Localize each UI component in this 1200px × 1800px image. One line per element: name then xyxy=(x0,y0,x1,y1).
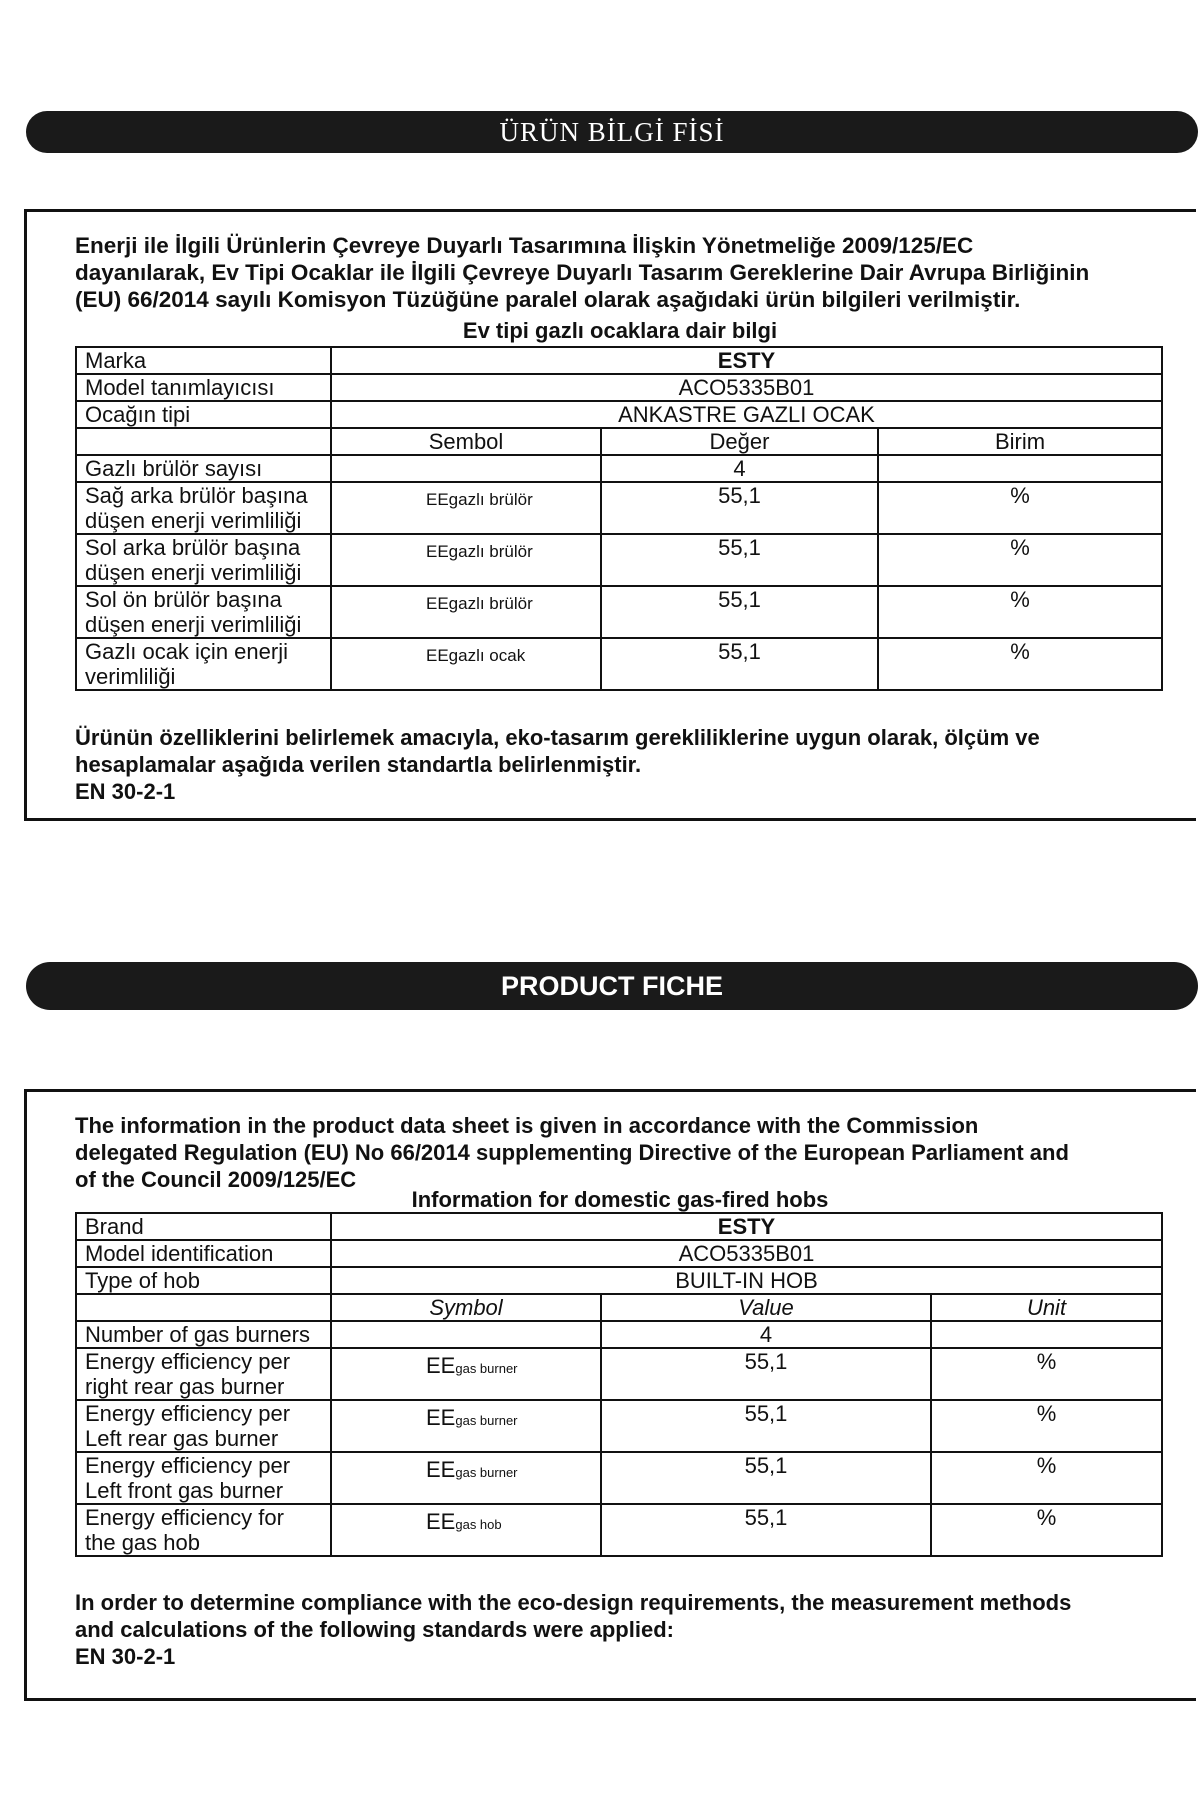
english-intro-line: delegated Regulation (EU) No 66/2014 supplementing Directive of the European Parliament and xyxy=(75,1140,1069,1165)
symbol-main: EE xyxy=(426,1405,456,1430)
standard-code: EN 30-2-1 xyxy=(75,779,176,804)
label-line: Energy efficiency for xyxy=(85,1505,284,1530)
row-label xyxy=(76,638,331,690)
row-value: 55,1 xyxy=(601,1452,931,1504)
row-symbol xyxy=(331,1348,601,1400)
english-info-box xyxy=(24,1089,1196,1701)
unit-header: Birim xyxy=(878,428,1162,455)
symbol-main: EE xyxy=(426,1457,456,1482)
row-unit: % xyxy=(931,1504,1162,1556)
type-label: Ocağın tipi xyxy=(76,401,331,428)
row-value: 55,1 xyxy=(601,1348,931,1400)
table-row xyxy=(76,1213,1162,1240)
row-symbol: EEgazlı brülör xyxy=(331,482,601,534)
row-value: 55,1 xyxy=(601,638,878,690)
english-table-caption: Information for domestic gas-fired hobs xyxy=(411,1187,829,1212)
turkish-footer xyxy=(75,724,1166,805)
symbol-main: EE xyxy=(426,1353,456,1378)
table-row xyxy=(76,374,1162,401)
row-symbol: EEgazlı brülör xyxy=(331,586,601,638)
model-label: Model identification xyxy=(76,1240,331,1267)
row-label xyxy=(76,1504,331,1556)
turkish-intro-line: (EU) 66/2014 sayılı Komisyon Tüzüğüne paralel olarak aşağıdaki ürün bilgileri verilmiştir. xyxy=(75,287,1021,312)
brand-label: Marka xyxy=(76,347,331,374)
label-line: Left front gas burner xyxy=(85,1478,284,1503)
label-line: Left rear gas burner xyxy=(85,1426,279,1451)
turkish-title-banner xyxy=(26,111,1198,153)
label-line: düşen enerji verimliliği xyxy=(85,560,302,585)
row-label xyxy=(76,1452,331,1504)
label-line: right rear gas burner xyxy=(85,1374,285,1399)
row-symbol xyxy=(331,1504,601,1556)
brand-label: Brand xyxy=(76,1213,331,1240)
row-label xyxy=(76,534,331,586)
row-value: 55,1 xyxy=(601,534,878,586)
english-intro-line: of the Council 2009/125/EC xyxy=(75,1167,357,1192)
symbol-sub: gas burner xyxy=(455,1361,518,1376)
label-line: Sağ arka brülör başına xyxy=(85,483,308,508)
row-label xyxy=(76,482,331,534)
footer-line: and calculations of the following standards were applied: xyxy=(75,1617,674,1642)
model-label: Model tanımlayıcısı xyxy=(76,374,331,401)
row-symbol xyxy=(331,1452,601,1504)
label-line: düşen enerji verimliliği xyxy=(85,612,302,637)
label-line: Sol arka brülör başına xyxy=(85,535,301,560)
row-unit: % xyxy=(878,482,1162,534)
turkish-table-caption: Ev tipi gazlı ocaklara dair bilgi xyxy=(462,318,778,343)
row-unit: % xyxy=(931,1348,1162,1400)
table-row xyxy=(76,1452,1162,1504)
table-row xyxy=(76,1240,1162,1267)
brand-value: ESTY xyxy=(331,347,1162,374)
unit-header: Unit xyxy=(931,1294,1162,1321)
turkish-spec-table xyxy=(75,346,1163,691)
turkish-intro xyxy=(75,232,1166,313)
burners-label: Gazlı brülör sayısı xyxy=(76,455,331,482)
empty-cell xyxy=(76,1294,331,1321)
table-row xyxy=(76,347,1162,374)
label-line: düşen enerji verimliliği xyxy=(85,508,302,533)
turkish-intro-line: Enerji ile İlgili Ürünlerin Çevreye Duyarlı Tasarımına İlişkin Yönetmeliğe 2009/125/EC xyxy=(75,233,974,258)
table-row xyxy=(76,1400,1162,1452)
english-intro xyxy=(75,1112,1166,1193)
footer-line: hesaplamalar aşağıda verilen standartla belirlenmiştir. xyxy=(75,752,642,777)
turkish-intro-line: dayanılarak, Ev Tipi Ocaklar ile İlgili Çevreye Duyarlı Tasarım Gereklerine Dair Avrupa Birliğinin xyxy=(75,260,1090,285)
type-value: BUILT-IN HOB xyxy=(331,1267,1162,1294)
turkish-title: ÜRÜN BİLGİ FİSİ xyxy=(499,116,725,147)
turkish-info-box xyxy=(24,209,1196,821)
row-symbol: EEgazlı brülör xyxy=(331,534,601,586)
table-row xyxy=(76,1348,1162,1400)
table-row xyxy=(76,401,1162,428)
table-row xyxy=(76,638,1162,690)
row-value: 55,1 xyxy=(601,1400,931,1452)
row-unit: % xyxy=(878,534,1162,586)
table-row xyxy=(76,1321,1162,1348)
label-line: verimliliği xyxy=(85,664,176,689)
row-unit: % xyxy=(878,638,1162,690)
row-value: 55,1 xyxy=(601,586,878,638)
burners-value: 4 xyxy=(601,1321,931,1348)
table-header-row xyxy=(76,1294,1162,1321)
english-footer xyxy=(75,1589,1166,1670)
burners-label: Number of gas burners xyxy=(76,1321,331,1348)
value-header: Değer xyxy=(601,428,878,455)
english-title: PRODUCT FICHE xyxy=(501,970,723,1001)
row-value: 55,1 xyxy=(601,482,878,534)
row-unit: % xyxy=(931,1400,1162,1452)
row-unit: % xyxy=(878,586,1162,638)
symbol-header: Sembol xyxy=(331,428,601,455)
type-value: ANKASTRE GAZLI OCAK xyxy=(331,401,1162,428)
symbol-sub: gas hob xyxy=(455,1517,502,1532)
value-header: Value xyxy=(601,1294,931,1321)
empty-cell xyxy=(331,1321,601,1348)
empty-cell xyxy=(331,455,601,482)
standard-code: EN 30-2-1 xyxy=(75,1644,176,1669)
label-line: Sol ön brülör başına xyxy=(85,587,282,612)
table-row xyxy=(76,455,1162,482)
table-row xyxy=(76,534,1162,586)
table-row xyxy=(76,586,1162,638)
empty-cell xyxy=(931,1321,1162,1348)
label-line: Gazlı ocak için enerji xyxy=(85,639,288,664)
empty-cell xyxy=(76,428,331,455)
table-row xyxy=(76,1504,1162,1556)
symbol-main: EE xyxy=(426,1509,456,1534)
table-row xyxy=(76,482,1162,534)
empty-cell xyxy=(878,455,1162,482)
row-label xyxy=(76,1348,331,1400)
label-line: Energy efficiency per xyxy=(85,1401,291,1426)
burners-value: 4 xyxy=(601,455,878,482)
row-symbol xyxy=(331,1400,601,1452)
symbol-sub: gas burner xyxy=(455,1413,518,1428)
symbol-header: Symbol xyxy=(331,1294,601,1321)
row-symbol: EEgazlı ocak xyxy=(331,638,601,690)
model-value: ACO5335B01 xyxy=(331,374,1162,401)
label-line: the gas hob xyxy=(85,1530,200,1555)
row-label xyxy=(76,586,331,638)
row-unit: % xyxy=(931,1452,1162,1504)
table-header-row xyxy=(76,428,1162,455)
row-value: 55,1 xyxy=(601,1504,931,1556)
english-intro-line: The information in the product data sheet is given in accordance with the Commission xyxy=(75,1113,979,1138)
english-spec-table xyxy=(75,1212,1163,1557)
table-row xyxy=(76,1267,1162,1294)
label-line: Energy efficiency per xyxy=(85,1349,291,1374)
row-label xyxy=(76,1400,331,1452)
footer-line: Ürünün özelliklerini belirlemek amacıyla, eko-tasarım gerekliliklerine uygun olarak, ölçüm ve xyxy=(75,725,1040,750)
type-label: Type of hob xyxy=(76,1267,331,1294)
label-line: Energy efficiency per xyxy=(85,1453,291,1478)
footer-line: In order to determine compliance with the eco-design requirements, the measurement methods xyxy=(75,1590,1072,1615)
symbol-sub: gas burner xyxy=(455,1465,518,1480)
model-value: ACO5335B01 xyxy=(331,1240,1162,1267)
english-title-banner xyxy=(26,962,1198,1010)
brand-value: ESTY xyxy=(331,1213,1162,1240)
